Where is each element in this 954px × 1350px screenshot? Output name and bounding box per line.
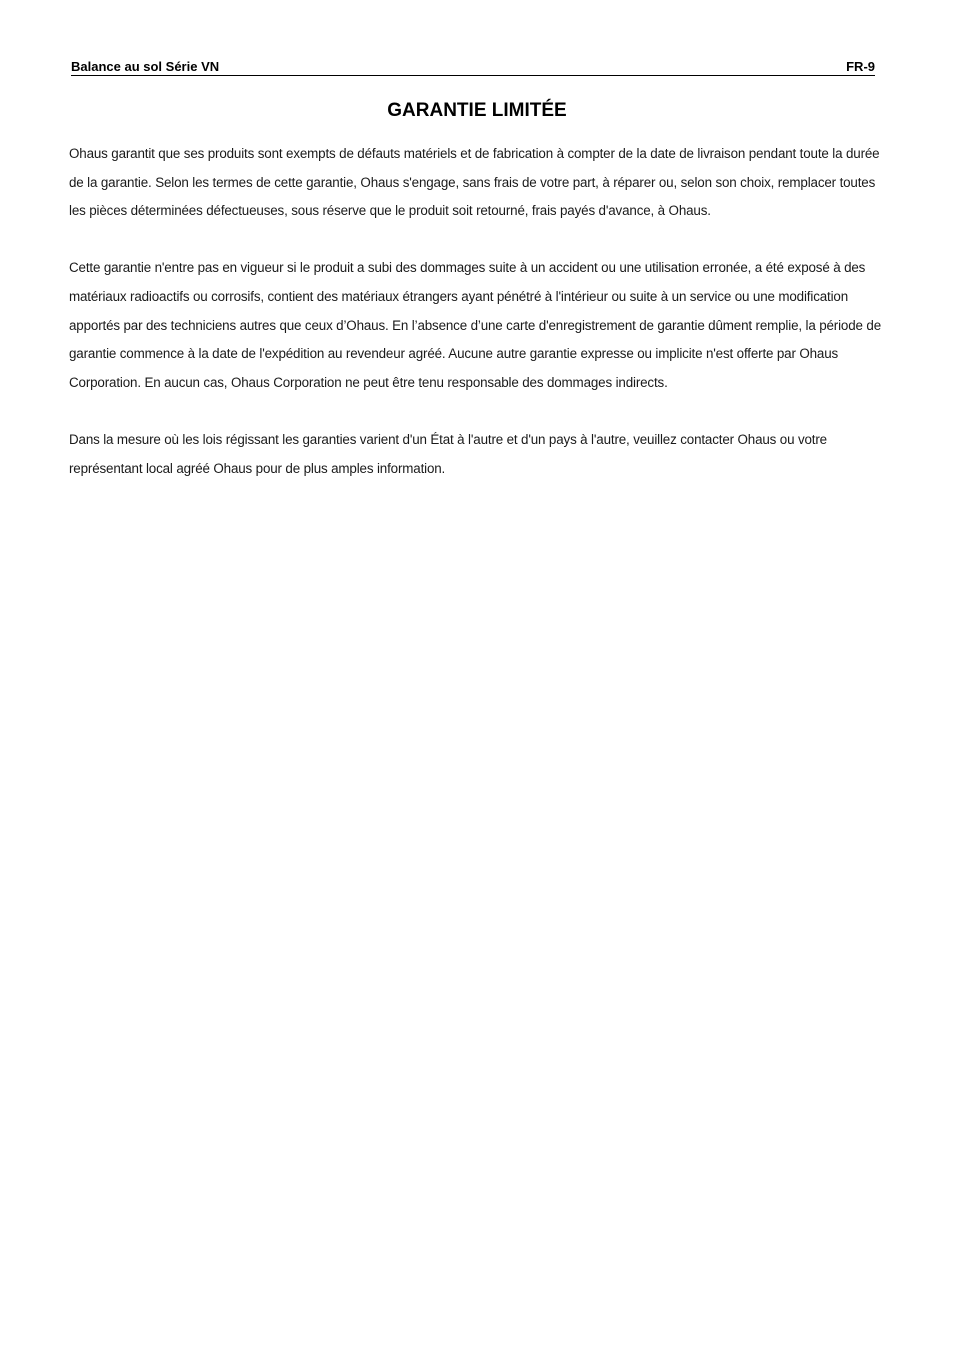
page-number: FR-9 bbox=[846, 59, 875, 74]
paragraph-warranty-coverage: Ohaus garantit que ses produits sont exempts de défauts matériels et de fabrication à compter de la date de livraison pendant toute la durée de la garantie. Selon les termes de cette garantie, Ohaus s'engage, sans frais de votre part, à réparer ou, selon son choix, remplacer toutes les pièces déterminées défectueuses, sous réserve que le produit soit retourné, frais payés d'avance, à Ohaus. bbox=[69, 146, 880, 219]
paragraph-warranty-exclusions: Cette garantie n'entre pas en vigueur si le produit a subi des dommages suite à un accident ou une utilisation erronée, a été exposé à des matériaux radioactifs ou corrosifs, contient des matériaux étrangers ayant pénétré à l'intérieur ou suite à un service ou une modification apportés par des techniciens autres que ceux d’Ohaus. En l’absence d’une carte d'enregistrement de garantie dûment remplie, la période de garantie commence à la date de l'expédition au revendeur agréé. Aucune autre garantie expresse ou implicite n'est offerte par Ohaus Corporation. En aucun cas, Ohaus Corporation ne peut être tenu responsable des dommages indirects. bbox=[69, 260, 881, 390]
body-text bbox=[69, 140, 884, 512]
paragraph-contact-info: Dans la mesure où les lois régissant les garanties varient d'un État à l'autre et d'un pays à l'autre, veuillez contacter Ohaus ou votre représentant local agréé Ohaus pour de plus amples information. bbox=[69, 431, 827, 476]
page-header bbox=[71, 59, 875, 76]
header-title: Balance au sol Série VN bbox=[71, 59, 220, 74]
section-title: GARANTIE LIMITÉE bbox=[387, 100, 567, 121]
